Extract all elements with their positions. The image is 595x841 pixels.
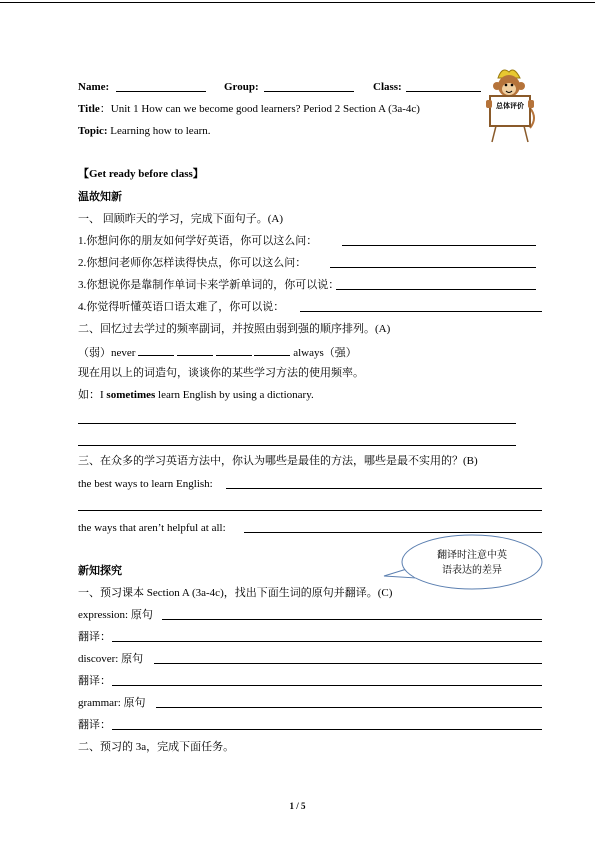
word-discover-label: discover: 原句	[78, 653, 144, 665]
q3-title: 三、在众多的学习英语方法中，你认为哪些是最佳的方法，哪些是最不实用的？(B)	[78, 455, 478, 467]
q2-title: 二、回忆过去学过的频率副词，并按照由弱到强的顺序排列。(A)	[78, 323, 391, 335]
q1-item-3: 3.你想说你是靠制作单词卡来学新单词的，你可以说：	[78, 279, 340, 291]
word-expression-trans: 翻译：	[78, 631, 111, 643]
title-line: Title：Unit 1 How can we become good learners? Period 2 Section A (3a-4c)	[78, 103, 420, 115]
q2-frequency-line: （弱）never always（强）	[78, 344, 357, 360]
review-title: 温故知新	[78, 191, 122, 203]
q1-answer-line-2[interactable]	[330, 267, 536, 268]
name-blank[interactable]	[116, 80, 206, 92]
class-label: Class:	[373, 81, 402, 93]
q2-answer-line-2[interactable]	[78, 445, 516, 446]
s2-q2-title: 二、预习的 3a，完成下面任务。	[78, 741, 235, 753]
word-grammar-line[interactable]	[156, 707, 542, 708]
word-discover-line[interactable]	[154, 663, 542, 664]
class-blank[interactable]	[406, 80, 481, 92]
q3-best-line-1[interactable]	[226, 488, 542, 489]
topic-line: Topic: Learning how to learn.	[78, 125, 211, 137]
q1-title: 一、 回顾昨天的学习，完成下面句子。(A)	[78, 213, 284, 225]
page-number: 1 / 5	[289, 801, 306, 811]
word-discover-trans: 翻译：	[78, 675, 111, 687]
freq-blank-3[interactable]	[216, 344, 252, 356]
q1-answer-line-4[interactable]	[300, 311, 542, 312]
q3-worst-label: the ways that aren’t helpful at all:	[78, 522, 226, 534]
word-grammar-label: grammar: 原句	[78, 697, 146, 709]
q2-answer-line-1[interactable]	[78, 423, 516, 424]
word-expression-trans-line[interactable]	[112, 641, 542, 642]
q1-answer-line-1[interactable]	[342, 245, 536, 246]
word-expression-line[interactable]	[162, 619, 542, 620]
q2-instruction: 现在用以上的词造句，谈谈你的某些学习方法的使用频率。	[78, 367, 364, 379]
monkey-badge-icon	[480, 64, 538, 144]
q3-best-line-2[interactable]	[78, 510, 542, 511]
word-discover-trans-line[interactable]	[112, 685, 542, 686]
badge-text: 总体评价	[496, 102, 524, 110]
q1-item-2: 2.你想问老师你怎样读得快点，你可以这么问：	[78, 257, 307, 269]
group-label: Group:	[224, 81, 259, 93]
freq-blank-2[interactable]	[177, 344, 213, 356]
get-ready-heading: 【Get ready before class】	[78, 168, 204, 180]
q1-answer-line-3[interactable]	[336, 289, 536, 290]
word-expression-label: expression: 原句	[78, 609, 153, 621]
new-knowledge-title: 新知探究	[78, 565, 122, 577]
word-grammar-trans: 翻译：	[78, 719, 111, 731]
group-blank[interactable]	[264, 80, 354, 92]
name-label: Name:	[78, 81, 110, 93]
top-border	[0, 2, 595, 3]
q3-best-label: the best ways to learn English:	[78, 478, 213, 490]
s2-q1-title: 一、预习课本 Section A (3a-4c)，找出下面生词的原句并翻译。(C)	[78, 587, 393, 599]
q2-example: 如：I sometimes learn English by using a dictionary.	[78, 389, 314, 401]
q1-item-1: 1.你想问你的朋友如何学好英语，你可以这么问：	[78, 235, 318, 247]
q1-item-4: 4.你觉得听懂英语口语太难了，你可以说：	[78, 301, 285, 313]
freq-blank-4[interactable]	[254, 344, 290, 356]
word-grammar-trans-line[interactable]	[112, 729, 542, 730]
freq-blank-1[interactable]	[138, 344, 174, 356]
bubble-text: 翻译时注意中英 语表达的差异	[437, 550, 507, 576]
